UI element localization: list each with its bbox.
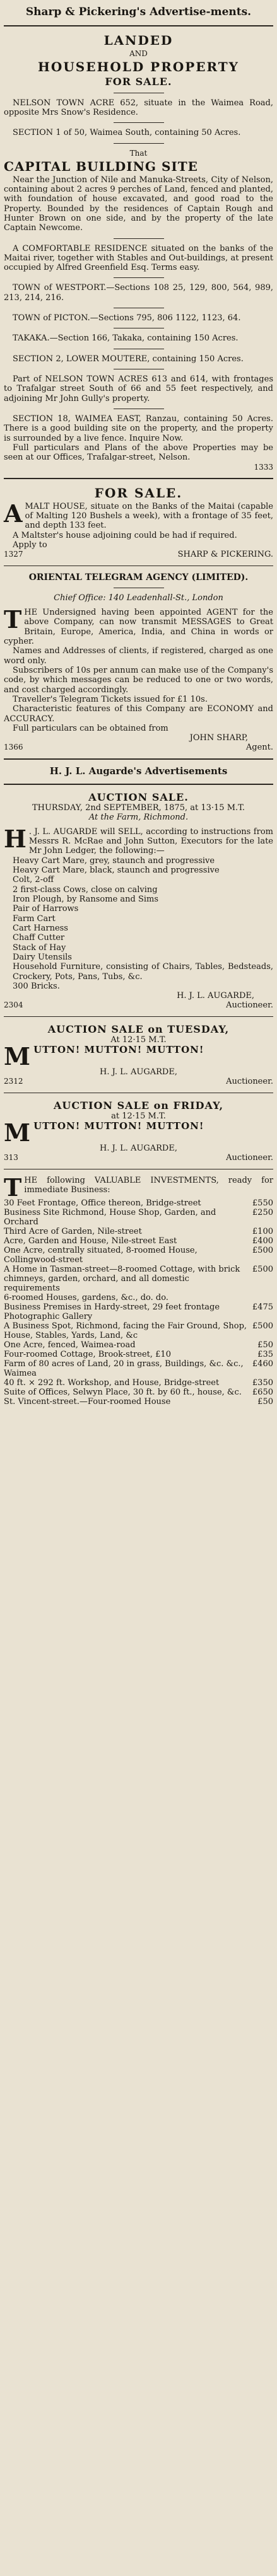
investment-row [4, 1208, 273, 1227]
for-sale-title: FOR SALE. [94, 485, 183, 501]
auction-title: AUCTION SALE on TUESDAY, [47, 1023, 230, 1036]
investment-text: Business Site Richmond, House Shop, Garden, and Orchard [4, 1208, 216, 1227]
auction-intro: . J. L. AUGARDE will SELL, according to instructions from Messrs R. McRae and John Sutton, Executors for the late Mr John Ledger, the following:— [28, 827, 273, 856]
divider [114, 122, 164, 123]
investment-row [4, 1293, 273, 1303]
landed-p11: Full particulars and Plans of the above Properties may be seen at our Offices, Trafalgar-street, Nelson. [4, 443, 273, 463]
auction-title: AUCTION SALE on FRIDAY, [53, 1099, 224, 1112]
apply-label: Apply to [13, 540, 47, 550]
investment-price: £250 [252, 1208, 273, 1218]
ad-number: 313 [4, 1153, 18, 1163]
divider [114, 238, 164, 239]
landed-p10: SECTION 18, WAIMEA EAST, Ranzau, containing 50 Acres. There is a good building site on the property, and the property is surrounded by a live fence. Inquire Now. [4, 414, 273, 443]
investment-text: Third Acre of Garden, Nile-street [4, 1227, 142, 1237]
investment-row [4, 1312, 273, 1321]
auction-item: Pair of Harrows [13, 904, 79, 914]
auction-time: at 12·15 M.T. [111, 1111, 166, 1122]
auction-item: Stack of Hay [13, 943, 66, 953]
auction-item: Heavy Cart Mare, grey, staunch and progressive [13, 856, 215, 866]
investment-price: £475 [252, 1303, 273, 1313]
investment-row [4, 1388, 273, 1397]
investments-intro: HE following VALUABLE INVESTMENTS, ready for immediate Business: [24, 1176, 273, 1195]
landed-household: HOUSEHOLD PROPERTY [38, 59, 239, 74]
investment-text: One Acre, fenced, Waimea-road [4, 1340, 136, 1350]
investment-price: £400 [252, 1236, 273, 1246]
telegram-p4: Traveller's Telegram Tickets issued for £1 10s. [13, 695, 208, 705]
malt-house-text: MALT HOUSE, situate on the Banks of the Maitai (capable of Malting 120 Bushels a week), with a frontage of 35 feet, and depth 133 feet. [25, 501, 273, 531]
auctioneer-label: Auctioneer. [226, 1001, 273, 1011]
investment-row [4, 1236, 273, 1246]
auction-item: Chaff Cutter [13, 933, 65, 943]
investment-text: Four-roomed Cottage, Brook-street, £10 [4, 1350, 171, 1360]
ad-number: 1327 [4, 550, 23, 559]
investment-price: £650 [252, 1388, 273, 1398]
signer: H. J. L. AUGARDE, [100, 1067, 177, 1077]
drop-cap: M [4, 1042, 32, 1071]
malt-house-ad [4, 485, 273, 559]
investment-row [4, 1227, 273, 1236]
investment-row [4, 1246, 273, 1265]
auctioneer-label: Auctioneer. [226, 1153, 273, 1163]
investment-text: 30 Feet Frontage, Office thereon, Bridge-street [4, 1198, 201, 1209]
landed-p7: TAKAKA.—Section 166, Takaka, containing 150 Acres. [13, 334, 239, 344]
telegram-agency-ad [4, 572, 273, 752]
auction-items [4, 856, 273, 992]
investment-text: Farm of 80 acres of Land, 20 in grass, Buildings, &c. &c., Waimea [4, 1359, 244, 1379]
auction-item: Farm Cart [13, 914, 56, 924]
auction-friday-ad [4, 1099, 273, 1163]
telegram-p6: Full particulars can be obtained from [13, 724, 168, 733]
auction-item: Cart Harness [13, 923, 68, 933]
landed-and: AND [129, 49, 148, 58]
landed-p5: TOWN of WESTPORT.—Sections 108 25, 129, 800, 564, 989, 213, 214, 216. [4, 283, 273, 303]
investment-price: £460 [252, 1359, 273, 1369]
landed-p8: SECTION 2, LOWER MOUTERE, containing 150 Acres. [13, 354, 244, 364]
landed-that: That [129, 148, 148, 158]
newspaper-page [4, 0, 273, 1407]
telegram-p3: Subscribers of 10s per annum can make use of the Company's code, by which messages can be reduced to one or two words, and cost charged accordingly. [4, 666, 273, 695]
divider [114, 143, 164, 144]
landed-p9: Part of NELSON TOWN ACRES 613 and 614, with frontages to Trafalgar street South of 66 and 55 feet respectively, and adjoining Mr John Gully's property. [4, 374, 273, 403]
telegram-p5: Characteristic features of this Company are ECONOMY and ACCURACY. [4, 704, 273, 724]
investment-row [4, 1198, 273, 1208]
auction-item: 300 Bricks. [13, 981, 60, 991]
investment-price: £50 [257, 1340, 273, 1350]
landed-p1: NELSON TOWN ACRE 652, situate in the Waimea Road, opposite Mrs Snow's Residence. [4, 98, 273, 117]
investment-text: Suite of Offices, Selwyn Place, 30 ft. by 60 ft., house, &c. [4, 1388, 242, 1398]
auction-item: Heavy Cart Mare, black, staunch and progressive [13, 865, 220, 875]
landed-title: LANDED [103, 32, 174, 48]
auction-item: Dairy Utensils [13, 952, 72, 962]
landed-for-sale: FOR SALE. [105, 75, 172, 88]
investment-price: £50 [257, 1397, 273, 1407]
investment-row [4, 1378, 273, 1388]
auction-sale-ad [4, 791, 273, 1011]
telegram-title: ORIENTAL TELEGRAM AGENCY (LIMITED). [28, 572, 249, 583]
investment-row [4, 1340, 273, 1350]
investment-text: A Business Spot, Richmond, facing the Fair Ground, Shop, House, Stables, Yards, Land, &c [4, 1321, 247, 1341]
investment-price: £500 [252, 1265, 273, 1275]
drop-cap: T [4, 605, 22, 634]
ad-number: 1333 [254, 462, 273, 472]
capital-site-title: CAPITAL BUILDING SITE [4, 158, 198, 174]
investment-price: £35 [257, 1350, 273, 1360]
auction-date: THURSDAY, 2nd SEPTEMBER, 1875, at 13·15 M.T. [32, 803, 245, 813]
signer: H. J. L. AUGARDE, [177, 991, 254, 1001]
investment-text: 40 ft. × 292 ft. Workshop, and House, Bridge-street [4, 1378, 220, 1388]
ad-number: 1366 [4, 743, 23, 752]
investment-row [4, 1359, 273, 1378]
investment-text: Photographic Gallery [4, 1312, 93, 1322]
divider [4, 784, 273, 785]
telegram-p1: HE Undersigned having been appointed AGENT for the above Company, can now transmit MESSAGES to Great Britain, Europe, America, India, and China in words or cypher. [4, 608, 273, 647]
agent-label: Agent. [245, 743, 273, 753]
investment-price: £500 [252, 1321, 273, 1332]
investment-price: £100 [252, 1227, 273, 1237]
investment-row [4, 1397, 273, 1407]
drop-cap: M [4, 1118, 32, 1147]
signer: H. J. L. AUGARDE, [100, 1144, 177, 1154]
landed-p4: A COMFORTABLE RESIDENCE situated on the banks of the Maitai river, together with Stables and Out-buildings, at present occupied by Alfred Greenfield Esq. Terms easy. [4, 243, 273, 273]
signer: JOHN SHARP, [189, 733, 248, 743]
mutton-line: UTTON! MUTTON! MUTTON! [33, 1120, 204, 1132]
auction-tuesday-ad [4, 1023, 273, 1086]
investment-text: Acre, Garden and House, Nile-street East [4, 1236, 177, 1246]
maltster-text: A Maltster's house adjoining could be had if required. [13, 530, 237, 540]
chief-office: Chief Office: 140 Leadenhall-St., London [54, 593, 223, 603]
drop-cap: H [4, 824, 27, 853]
mutton-line: UTTON! MUTTON! MUTTON! [33, 1044, 204, 1056]
page-header: Sharp & Pickering's Advertise-ments. [25, 6, 252, 18]
investment-text: Business Premises in Hardy-street, 29 feet frontage [4, 1303, 220, 1313]
auction-title: AUCTION SALE. [88, 791, 189, 803]
investment-text: One Acre, centrally situated, 8-roomed House, Collingwood-street [4, 1246, 197, 1265]
auction-time: At 12·15 M.T. [110, 1035, 167, 1045]
investment-text: 6-roomed Houses, gardens, &c., do. do. [4, 1293, 168, 1303]
landed-p2: SECTION 1 of 50, Waimea South, containing 50 Acres. [13, 128, 241, 138]
augarde-header: H. J. L. Augarde's Advertisements [49, 765, 228, 777]
auction-item: Iron Plough, by Ransome and Sims [13, 894, 159, 904]
investment-text: St. Vincent-street.—Four-roomed House [4, 1397, 171, 1407]
landed-p6: TOWN of PICTON.—Sections 795, 806 1122, 1123, 64. [13, 313, 241, 323]
divider [4, 25, 273, 26]
investment-row [4, 1303, 273, 1312]
investment-price: £550 [252, 1198, 273, 1209]
auction-place: At the Farm, Richmond. [88, 812, 189, 822]
firm-name: SHARP & PICKERING. [177, 550, 273, 560]
ad-number: 2312 [4, 1077, 23, 1086]
investment-row [4, 1321, 273, 1340]
investment-row [4, 1350, 273, 1359]
auction-item: Colt, 2-off [13, 875, 54, 885]
auction-item: 2 first-class Cows, close on calving [13, 885, 158, 895]
divider [4, 758, 273, 760]
ad-number: 2304 [4, 1001, 23, 1010]
divider [4, 478, 273, 479]
investment-text: A Home in Tasman-street—8-roomed Cottage, with brick chimneys, garden, orchard, and all domestic requirements [4, 1265, 240, 1294]
auction-item: Household Furniture, consisting of Chairs, Tables, Bedsteads, Crockery, Pots, Pans, Tubs, &c. [13, 962, 273, 982]
investments-ad [4, 1173, 273, 1407]
auctioneer-label: Auctioneer. [226, 1077, 273, 1087]
investment-price: £350 [252, 1378, 273, 1388]
divider [114, 277, 164, 278]
investment-price: £500 [252, 1246, 273, 1256]
landed-p3: Near the Junction of Nile and Manuka-Streets, City of Nelson, containing about 2 acres 9 perches of Land, fenced and planted, with foundation of house excavated, and good road to the Property. Bounded by the residences of Captain Rough and Hunter Brown on one side, and by the property of the late Captain Newcome. [4, 175, 273, 233]
divider [4, 1016, 273, 1017]
telegram-p2: Names and Addresses of clients, if registered, charged as one word only. [4, 646, 273, 666]
landed-property-ad [4, 33, 273, 472]
investments-list [4, 1198, 273, 1407]
investment-row [4, 1265, 273, 1293]
drop-cap: A [4, 499, 23, 528]
drop-cap: T [4, 1173, 22, 1202]
